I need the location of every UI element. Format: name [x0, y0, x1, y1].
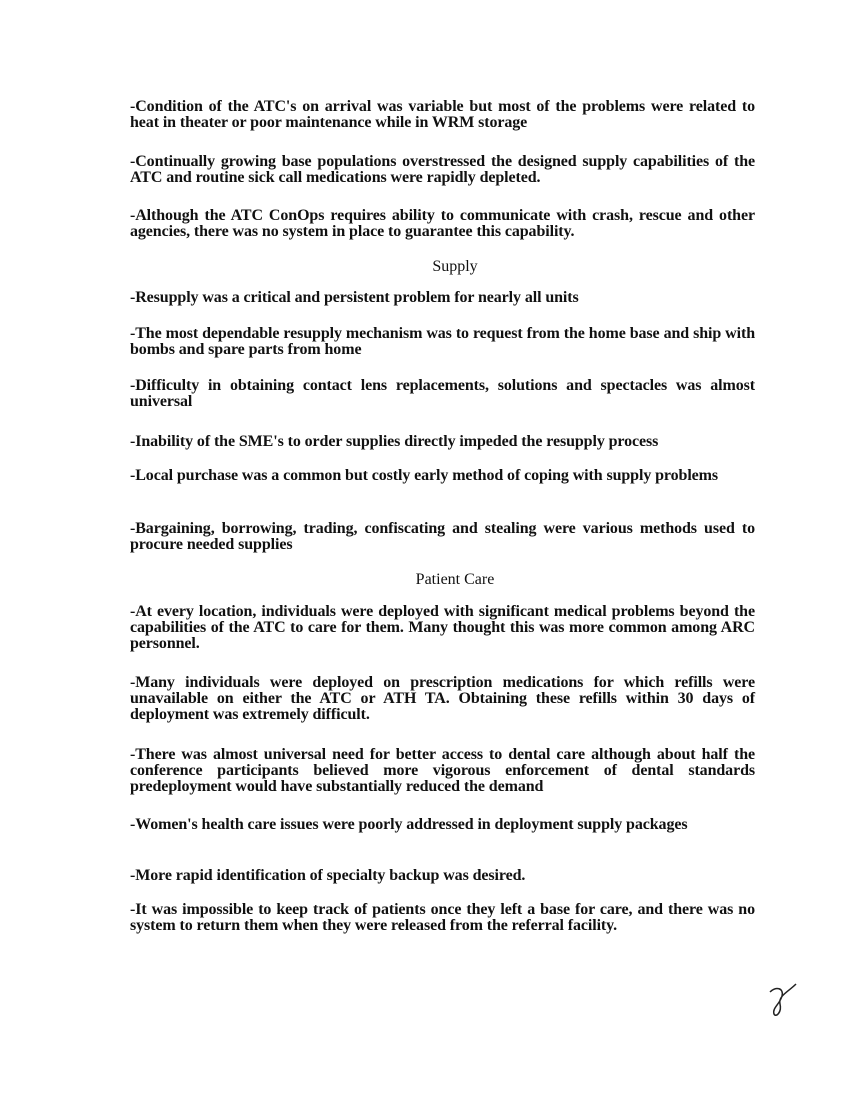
- paragraph: -Difficulty in obtaining contact lens replacements, solutions and spectacles was almost universal: [130, 377, 755, 410]
- section-heading-patient-care: Patient Care: [415, 571, 495, 588]
- paragraph: -Inability of the SME's to order supplies directly impeded the resupply process: [130, 433, 659, 450]
- paragraph: -More rapid identification of specialty backup was desired.: [130, 867, 526, 884]
- paragraph: -It was impossible to keep track of patients once they left a base for care, and there was no system to return them when they were released from the referral facility.: [130, 901, 755, 934]
- paragraph: -Although the ATC ConOps requires ability to communicate with crash, rescue and other agencies, there was no system in place to guarantee this capability.: [130, 207, 755, 240]
- section-heading-supply: Supply: [432, 258, 478, 275]
- paragraph: -Resupply was a critical and persistent problem for nearly all units: [130, 289, 579, 306]
- handwritten-page-number: [762, 978, 802, 1018]
- paragraph: -Many individuals were deployed on prescription medications for which refills were unavailable on either the ATC or ATH TA. Obtaining these refills within 30 days of deployment was extremely difficult.: [130, 674, 755, 723]
- paragraph: -There was almost universal need for better access to dental care although about half the conference participants believed more vigorous enforcement of dental standards predeployment would have substantially reduced the demand: [130, 746, 755, 795]
- paragraph: -Local purchase was a common but costly early method of coping with supply problems: [130, 467, 719, 484]
- paragraph: -Condition of the ATC's on arrival was variable but most of the problems were related to heat in theater or poor maintenance while in WRM storage: [130, 98, 755, 131]
- paragraph: -The most dependable resupply mechanism was to request from the home base and ship with bombs and spare parts from home: [130, 325, 755, 358]
- paragraph: -Women's health care issues were poorly addressed in deployment supply packages: [130, 816, 688, 833]
- paragraph: -At every location, individuals were deployed with significant medical problems beyond the capabilities of the ATC to care for them. Many thought this was more common among ARC personnel.: [130, 603, 755, 652]
- paragraph: -Bargaining, borrowing, trading, confiscating and stealing were various methods used to procure needed supplies: [130, 520, 755, 553]
- paragraph: -Continually growing base populations overstressed the designed supply capabilities of the ATC and routine sick call medications were rapidly depleted.: [130, 153, 755, 186]
